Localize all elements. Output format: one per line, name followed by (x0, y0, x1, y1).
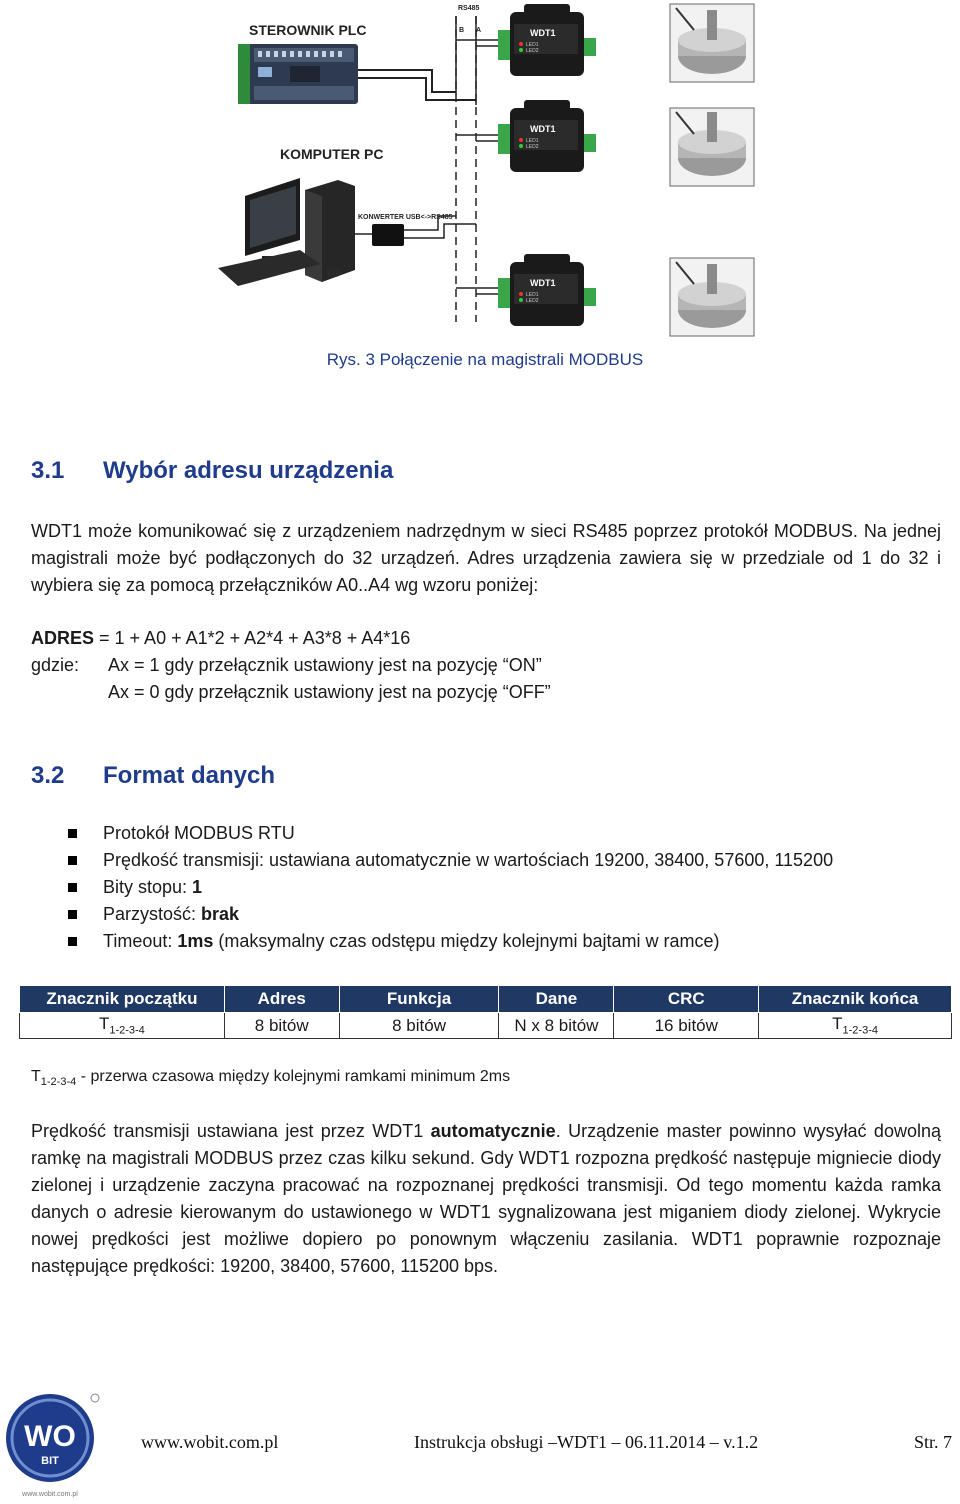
led2-label: LED2 (526, 144, 539, 150)
bus-line-a: A (476, 27, 482, 34)
wobit-logo (4, 1390, 100, 1500)
wdt1-device-2 (456, 100, 596, 172)
table-cell: $T_{1-2-3-4}$ (759, 1013, 952, 1039)
formula-label: ADRES (31, 628, 95, 648)
load-cell-3 (670, 258, 754, 336)
connection-diagram (0, 0, 960, 340)
table-header: Dane (499, 986, 614, 1013)
wdt1-device-3 (456, 254, 596, 326)
footer-website: www.wobit.com.pl (141, 1432, 279, 1452)
list-item: Parzystość: brak (66, 901, 833, 928)
footer-document-title: Instrukcja obsługi –WDT1 – 06.11.2014 – v.1.2 (414, 1432, 759, 1452)
plc-label: STEROWNIK PLC (249, 22, 367, 38)
computer-icon (218, 178, 355, 286)
led1-label: LED1 (526, 42, 539, 48)
section-title: Wybór adresu urządzenia (103, 457, 394, 484)
table-header: Znacznik końca (759, 986, 952, 1013)
table-cell: 8 bitów (339, 1013, 499, 1039)
pc-label: KOMPUTER PC (280, 146, 384, 162)
led2-label: LED2 (526, 48, 539, 54)
logo-url: www.wobit.com.pl (22, 1491, 78, 1498)
where-label: gdzie: (31, 655, 80, 675)
table-header: Znacznik początku (20, 986, 225, 1013)
table-cell: N x 8 bitów (499, 1013, 614, 1039)
table-cell: 8 bitów (224, 1013, 339, 1039)
address-paragraph: WDT1 może komunikować się z urządzeniem nadrzędnym w sieci RS485 poprzez protokół MODBUS. Na jednej magistrali może być podłączonych do 32 urządzeń. Adres urządzenia zawiera się w przedziale od 1 do 32 i wybiera się za pomocą przełączników A0..A4 wg wzoru poniżej: (31, 521, 941, 595)
table-cell: 16 bitów (614, 1013, 759, 1039)
table-row (20, 1013, 952, 1039)
where-line-on: Ax = 1 gdy przełącznik ustawiony jest na pozycję “ON” (108, 655, 542, 675)
led1-label: LED1 (526, 292, 539, 298)
list-item: Protokół MODBUS RTU (66, 820, 833, 847)
formula-where (31, 652, 542, 679)
logo-text-top: WO (24, 1420, 76, 1453)
list-item: Bity stopu: 1 (66, 874, 833, 901)
list-item: Prędkość transmisji: ustawiana automatycznie w wartościach 19200, 38400, 57600, 115200 (66, 847, 833, 874)
load-cell-2 (670, 108, 754, 186)
baud-detection-paragraph: Prędkość transmisji ustawiana jest przez WDT1 automatycznie. Urządzenie master powinno wysyłać dowolną ramkę na magistrali MODBUS przez czas kilku sekund. Gdy WDT1 rozpozna prędkość następuje migniecie diody zielonej i urządzenie zaczyna pracować na rozpoznanej prędkości transmisji. Od tego momentu każda ramka danych o adresie kierowanym do ustawionego w WDT1 sygnalizowana jest miganiem diody zielonej. Wykrycie nowej prędkości jest możliwe dopiero po ponownym włączeniu zasilania. WDT1 poprawnie rozpoznaje następujące prędkości: 19200, 38400, 57600, 115200 bps. (31, 1121, 941, 1276)
table-header-row (20, 986, 952, 1013)
bus-label: RS485 (458, 5, 480, 12)
section-heading-data-format (31, 762, 275, 790)
converter-label: KONWERTER USB<->RS485 (358, 214, 453, 221)
footer-page-number: Str. 7 (914, 1432, 953, 1452)
section-number: 3.1 (31, 457, 65, 484)
device-label: WDT1 (530, 124, 556, 134)
section-number: 3.2 (31, 762, 65, 789)
logo-text-bottom: BIT (41, 1455, 59, 1467)
formula-expression: = 1 + A0 + A1*2 + A2*4 + A3*8 + A4*16 (94, 628, 411, 648)
load-cell-1 (670, 4, 754, 82)
wdt1-device-1 (456, 4, 596, 76)
data-format-list (66, 820, 833, 955)
list-item: Timeout: 1ms (maksymalny czas odstępu między kolejnymi bajtami w ramce) (66, 928, 833, 955)
section-heading-address (31, 457, 393, 485)
where-line-off: Ax = 0 gdy przełącznik ustawiony jest na pozycję “OFF” (108, 682, 551, 702)
table-header: Adres (224, 986, 339, 1013)
address-formula (31, 625, 410, 652)
device-label: WDT1 (530, 28, 556, 38)
plc-icon (238, 44, 358, 104)
modbus-frame-table (19, 985, 952, 1039)
table-header: CRC (614, 986, 759, 1013)
section-title: Format danych (103, 762, 276, 789)
table-cell: $T_{1-2-3-4}$ (20, 1013, 225, 1039)
bus-line-b: B (459, 27, 465, 34)
device-label: WDT1 (530, 278, 556, 288)
led2-label: LED2 (526, 298, 539, 304)
gap-footnote: $T_{1-2-3-4}$ - przerwa czasowa między kolejnymi ramkami minimum 2ms (31, 1068, 511, 1089)
figure-caption: Rys. 3 Połączenie na magistrali MODBUS (326, 350, 644, 369)
table-header: Funkcja (339, 986, 499, 1013)
led1-label: LED1 (526, 138, 539, 144)
converter-icon (372, 224, 404, 246)
